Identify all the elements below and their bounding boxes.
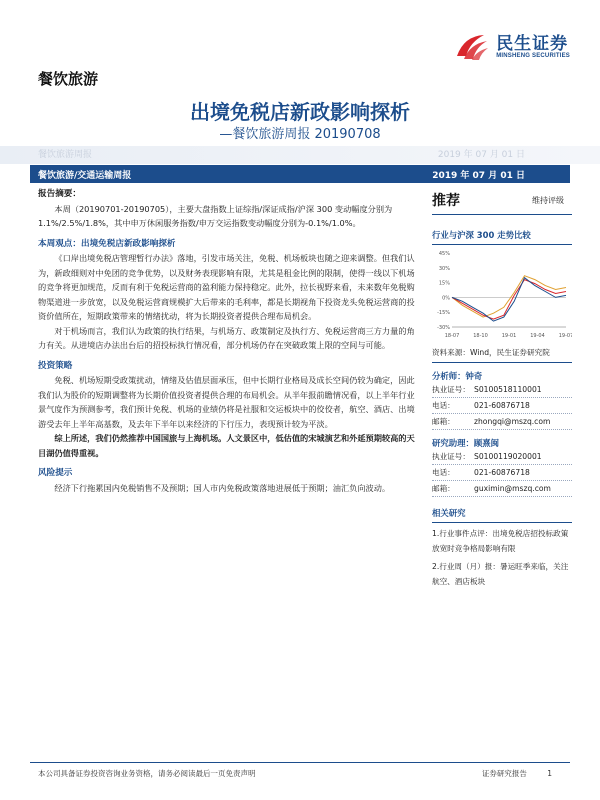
brand-logo	[454, 32, 570, 62]
analyst-license-row	[432, 382, 572, 398]
analyst-license-key: 执业证号：	[432, 385, 470, 394]
y-tick-label: -15%	[437, 310, 450, 317]
view-heading: 本周观点：出境免税店新政影响探析	[38, 238, 176, 249]
assistant-phone-value: 021-60876718	[474, 468, 530, 477]
assistant-email-key: 邮箱：	[432, 484, 455, 493]
y-tick-label: 0%	[442, 295, 450, 302]
assistant-license-row	[432, 449, 572, 465]
analyst-phone-key: 电话：	[432, 401, 455, 410]
related-heading: 相关研究	[432, 507, 572, 523]
report-body	[38, 187, 418, 495]
footer-right	[482, 768, 552, 779]
summary-paragraph: 本周（20190701-20190705），主要大盘指数上证综指/深证成指/沪深 300 变动幅度分别为 1.1%/2.5%/1.8%，其中申万休闲服务指数/申万交运指数变动幅度分别为-0.1%/1.0%。	[38, 203, 393, 228]
assistant-phone-row	[432, 465, 572, 481]
conclusion-paragraph: 综上所述，我们仍然推荐中国国旅与上海机场。人文景区中，低估值的宋城演艺和外延预期较高的天目湖仍值得重视。	[38, 433, 415, 458]
footer-divider	[30, 762, 570, 763]
page-number: 1	[547, 769, 552, 778]
footer-disclaimer: 本公司具备证券投资咨询业务资格，请务必阅读最后一页免责声明	[38, 769, 256, 778]
watermark-right: 2019 年 07 月 01 日	[437, 150, 525, 160]
related-item[interactable]: 1.行业事件点评：出境免税店招投标政策放宽时竞争格局影响有限	[432, 529, 569, 553]
rating-sub: 维持评级	[532, 195, 564, 205]
related-item[interactable]: 2.行业周（月）报：暑运旺季来临，关注航空、酒店板块	[432, 562, 569, 586]
report-date: 2019 年 07 月 01 日	[432, 171, 525, 181]
strategy-paragraph: 免税、机场短期受政策扰动，情绪及估值层面承压，但中长期行业格局及成长空间仍较为确定，因此我们认为股价的短期调整将为长期价值投资者提供合理的布局机会。从半年报前瞻情况看，以上半年行业景气度作为预测参考，我们预计免税、机场的业绩仍将是社服和交运板块中的佼佼者，航空、酒店、出境游受去年上半年高基数，及去年下半年以来经济的下行压力，表现预计较为平淡。	[38, 375, 415, 429]
analyst-email-key: 邮箱：	[432, 417, 455, 426]
strategy-heading: 投资策略	[38, 360, 73, 371]
sector-label: 餐饮旅游	[38, 70, 99, 88]
x-tick-label: 18-07	[444, 333, 460, 339]
footer-label: 证券研究报告	[481, 769, 527, 778]
brand-name-cn: 民生证券	[496, 34, 569, 54]
y-tick-label: 30%	[438, 265, 450, 272]
x-tick-label: 19-01	[501, 333, 517, 339]
y-tick-label: 15%	[438, 280, 450, 287]
y-tick-label: -30%	[437, 325, 450, 331]
assistant-phone-key: 电话：	[432, 468, 455, 477]
assistant-email-link[interactable]: guximin@mszq.com	[474, 484, 551, 493]
analyst-license-value: S0100518110001	[474, 385, 542, 394]
analyst-email-row	[432, 414, 572, 430]
view-paragraph: 《口岸出境免税店管理暂行办法》落地，引发市场关注，免税、机场板块也随之迎来调整。但我们认为，新政细则对中免团的竞争优势，以及财务表现影响有限，尤其是租金比例的限制，使得一线以下机场的竞争将更加规范，反而有利于免税运营商的盈利能力保持稳定。此外，拉长视野来看，未来数年免税购物渠道进一步放宽，以及免税运营商规模扩大后带来的毛利率，都是长期视角下投资龙头免税运营商的投资价值所在，短期政策带来的情绪扰动，将为长期投资者提供合理布局机会。	[38, 253, 415, 321]
x-tick-label: 19-04	[530, 333, 545, 339]
analyst-phone-value: 021-60876718	[474, 401, 530, 410]
rating-row	[432, 190, 572, 215]
assistant-email-row	[432, 481, 572, 497]
x-tick-label: 18-10	[473, 333, 488, 339]
assistant-license-value: S0100119020001	[474, 452, 542, 461]
assistant-license-key: 执业证号：	[432, 452, 470, 461]
analyst-phone-row	[432, 398, 572, 414]
analyst-email-link[interactable]: zhongqi@mszq.com	[474, 417, 551, 426]
chart-title: 行业与沪深 300 走势比较	[432, 229, 572, 245]
risk-heading: 风险提示	[38, 468, 73, 478]
summary-heading: 报告摘要：	[38, 189, 81, 199]
brand-name-en: MINSHENG SECURITIES	[496, 53, 570, 59]
x-tick-label: 19-07	[558, 333, 572, 339]
y-tick-label: 45%	[438, 251, 450, 257]
rating-label: 推荐	[432, 193, 460, 209]
series-line-1	[452, 276, 566, 317]
airport-paragraph: 对于机场而言，我们认为政策的执行结果，与机场方、政策制定及执行方、免税运营商三方力量的角力有关。从进境店办法出台后的招投标执行情况看，部分机场仍存在突破政策上限的空间与可能。	[38, 325, 415, 350]
sidebar	[432, 190, 572, 589]
trend-chart-svg	[432, 249, 572, 341]
page-title: 出境免税店新政影响探析	[190, 100, 410, 124]
minsheng-logo-icon	[454, 32, 490, 62]
report-category: 餐饮旅游/交通运输周报	[38, 171, 132, 181]
page-subtitle: —餐饮旅游周报 20190708	[219, 127, 381, 142]
assistant-heading: 研究助理：顾熹闽	[432, 438, 499, 448]
analyst-heading: 分析师：钟奇	[432, 371, 483, 381]
risk-paragraph: 经济下行拖累国内免税销售不及预期；国人市内免税政策落地进展低于预期；油汇负向波动。	[54, 482, 391, 493]
chart-source: 资料来源：Wind，民生证券研究院	[432, 347, 572, 363]
trend-chart	[432, 249, 572, 343]
watermark-left: 餐饮旅游周报	[38, 150, 93, 160]
